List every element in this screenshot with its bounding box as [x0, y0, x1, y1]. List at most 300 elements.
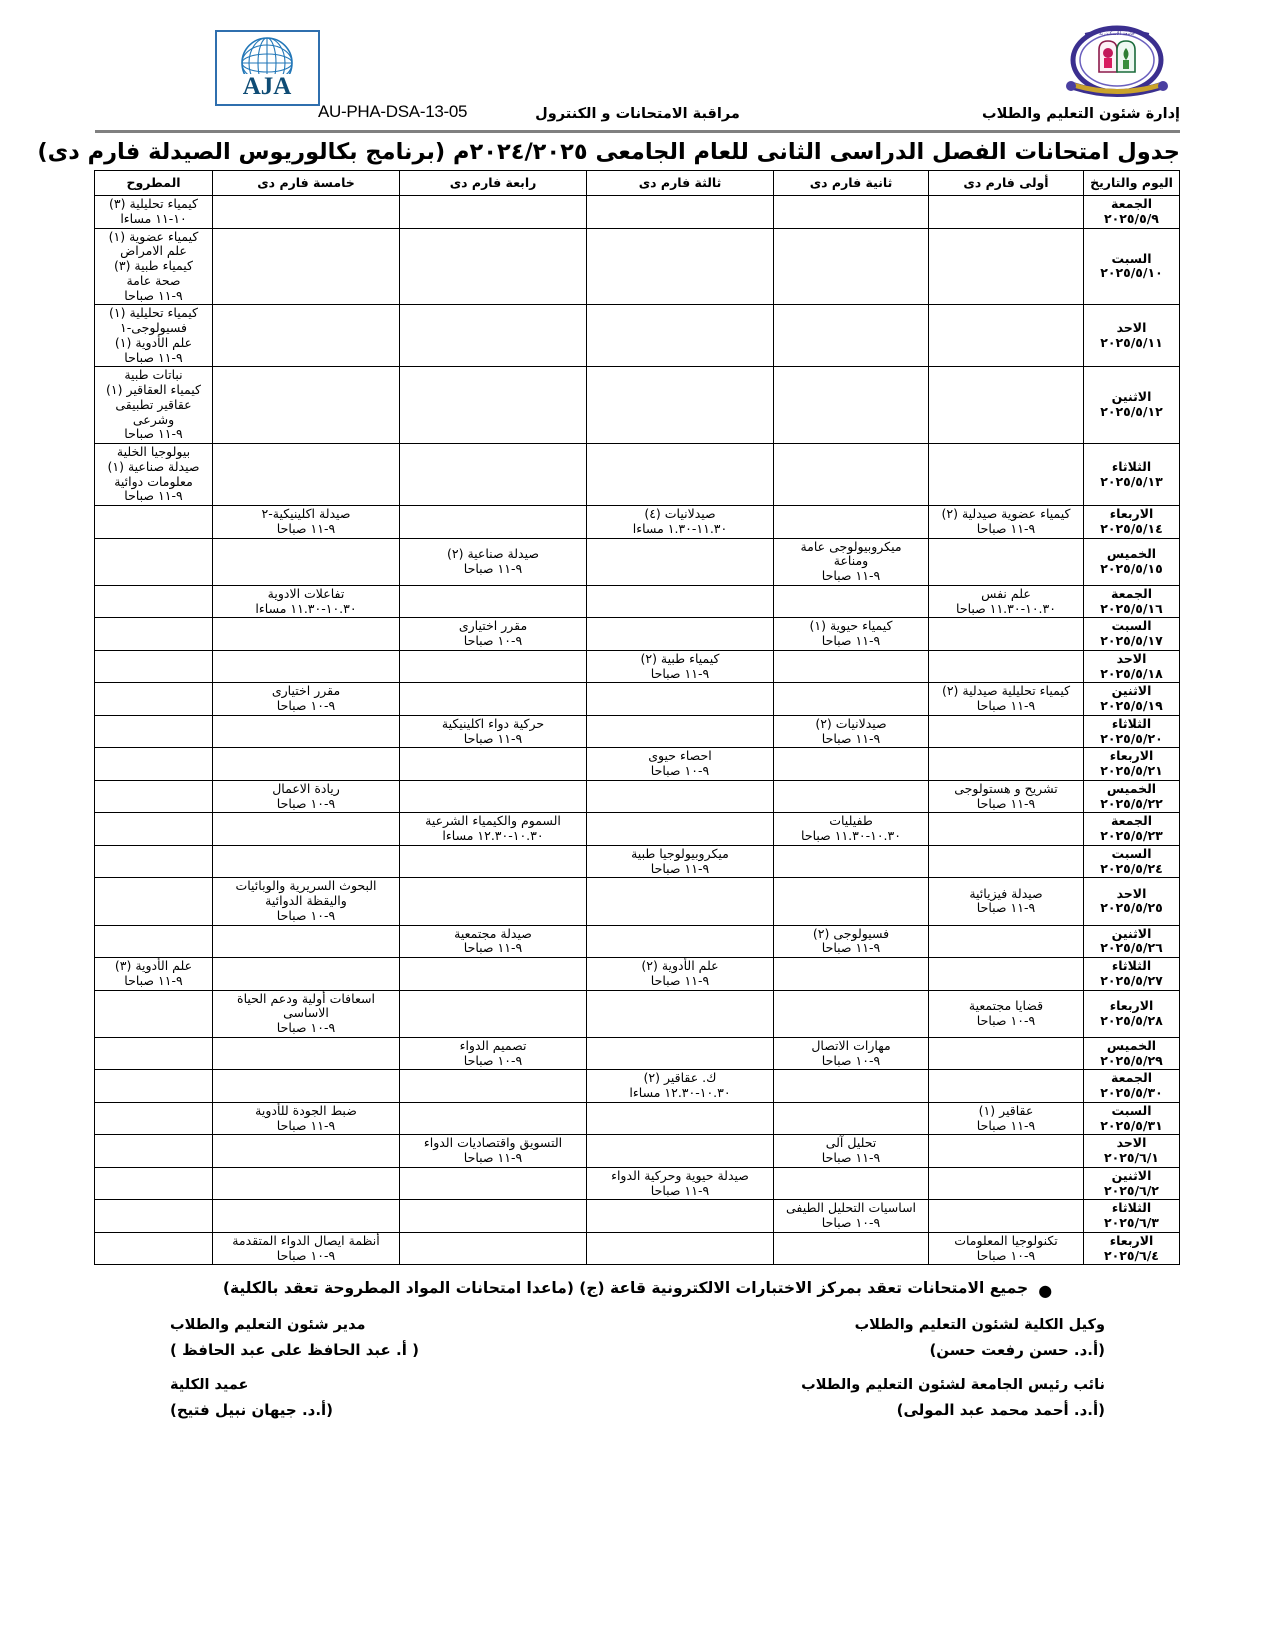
cell-year-2: [774, 1200, 929, 1233]
date-value: ٢٠٢٥/٥/٢٦: [1100, 940, 1163, 956]
cell-extra: [95, 715, 213, 748]
subject-name: مقرر اختيارى: [458, 618, 528, 634]
cell-extra: [95, 1200, 213, 1233]
cell-year-4: [400, 845, 587, 878]
table-row: [95, 618, 1180, 651]
column-header-year-5: خامسة فارم دى: [213, 171, 400, 196]
day-name: الاثنين: [1111, 925, 1152, 941]
subject-name: صيدلة مجتمعية: [454, 925, 532, 941]
subject-name: صيدلة اكلينيكية-٢: [261, 506, 351, 521]
table-row: [95, 585, 1180, 618]
date-value: ٢٠٢٥/٥/١٢: [1100, 404, 1163, 420]
cell-year-3: [587, 506, 774, 539]
table-row: [95, 683, 1180, 716]
exam-time: ٩-١١ صباحا: [650, 665, 710, 681]
cell-extra: [95, 650, 213, 683]
cell-year-1: [929, 618, 1084, 651]
footer-note-text: جميع الامتحانات تعقد بمركز الاختبارات الالكترونية قاعة (ج) (ماعدا امتحانات المواد المطروحة تعقد بالكلية): [222, 1279, 1029, 1298]
exam-time: ٩-١١ صباحا: [821, 730, 881, 746]
exam-time: ٩-١١ صباحا: [821, 633, 881, 648]
exam-time: ١٠.٣٠-١١.٣٠ مساءا: [255, 600, 357, 616]
cell-day-date: [1084, 538, 1180, 585]
table-row: [95, 958, 1180, 991]
exam-time: ٩-١١ صباحا: [124, 287, 183, 303]
exam-time: ٩-١٠ صباحا: [650, 763, 710, 778]
date-value: ٢٠٢٥/٥/٢٧: [1100, 972, 1163, 988]
cell-year-2: [774, 585, 929, 618]
table-row: [95, 715, 1180, 748]
cell-year-2: [774, 813, 929, 846]
subject-name: تصميم الدواء: [459, 1037, 527, 1053]
cell-year-2: [774, 1037, 929, 1070]
day-name: الخميس: [1106, 545, 1157, 561]
day-name: الاثنين: [1111, 683, 1152, 699]
cell-year-4: [400, 196, 587, 229]
day-name: الاثنين: [1111, 389, 1152, 405]
cell-year-5: [213, 715, 400, 748]
cell-extra: [95, 958, 213, 991]
cell-extra: [95, 367, 213, 444]
cell-day-date: [1084, 925, 1180, 958]
cell-year-2: [774, 444, 929, 506]
table-row: [95, 305, 1180, 367]
exam-time: ٩-١١ صباحا: [976, 900, 1036, 916]
table-row: [95, 1232, 1180, 1265]
exam-time: ١١.٣٠-١.٣٠ مساءا: [632, 520, 728, 536]
subject-name: ك. عقاقير (٢): [643, 1070, 717, 1086]
signature-titles-row-1: [95, 1317, 1180, 1333]
cell-year-1: [929, 585, 1084, 618]
table-row: [95, 925, 1180, 958]
cell-year-5: [213, 845, 400, 878]
cell-year-2: [774, 780, 929, 813]
cell-extra: [95, 444, 213, 506]
subject-name: صيدلة صناعية (١): [107, 458, 200, 474]
cell-year-5: [213, 506, 400, 539]
cell-year-4: [400, 1167, 587, 1200]
table-row: [95, 990, 1180, 1037]
cell-year-2: [774, 228, 929, 305]
column-header-year-4: رابعة فارم دى: [400, 171, 587, 196]
exam-time: ٩-١١ صباحا: [976, 698, 1036, 713]
table-row: [95, 538, 1180, 585]
document-code: AU-PHA-DSA-13-05: [318, 102, 468, 121]
cell-day-date: [1084, 1037, 1180, 1070]
cell-year-2: [774, 748, 929, 781]
day-name: الاحد: [1116, 1135, 1147, 1151]
cell-year-4: [400, 813, 587, 846]
day-name: الاربعاء: [1109, 1232, 1154, 1248]
day-name: السبت: [1111, 845, 1152, 861]
cell-year-2: [774, 305, 929, 367]
exam-time: ١٠.٣٠-١٢.٣٠ مساءا: [442, 828, 544, 843]
table-row: [95, 813, 1180, 846]
cell-year-2: [774, 990, 929, 1037]
subject-name: كيمياء تحليلية (٣): [109, 196, 198, 211]
bullet-icon: ●: [1038, 1281, 1053, 1301]
cell-day-date: [1084, 748, 1180, 781]
cell-year-2: [774, 538, 929, 585]
subject-name: اساسيات التحليل الطيفى: [785, 1200, 917, 1216]
cell-extra: [95, 305, 213, 367]
day-name: الثلاثاء: [1111, 958, 1152, 973]
subject-name: كيمياء تحليلية صيدلية (٢): [941, 683, 1071, 699]
svg-text:جامعة الاسكندرية: جامعة الاسكندرية: [1099, 31, 1135, 37]
cell-year-5: [213, 196, 400, 229]
cell-day-date: [1084, 1167, 1180, 1200]
table-row: [95, 780, 1180, 813]
subject-name: قضايا مجتمعية: [968, 997, 1044, 1013]
exam-time: ٩-١١ صباحا: [650, 1182, 710, 1198]
cell-year-1: [929, 780, 1084, 813]
cell-year-1: [929, 958, 1084, 991]
signature-title-vice-dean: وكيل الكلية لشئون التعليم والطلاب: [854, 1317, 1105, 1334]
day-name: الاحد: [1116, 885, 1147, 901]
cell-extra: [95, 228, 213, 305]
cell-year-1: [929, 715, 1084, 748]
date-value: ٢٠٢٥/٥/١٤: [1100, 520, 1163, 536]
cell-year-5: [213, 1037, 400, 1070]
table-row: [95, 196, 1180, 229]
date-value: ٢٠٢٥/٥/٢٣: [1100, 828, 1163, 843]
table-row: [95, 845, 1180, 878]
date-value: ٢٠٢٥/٦/٤: [1104, 1247, 1159, 1263]
subject-name: ريادة الاعمال: [272, 780, 340, 796]
cell-year-2: [774, 845, 929, 878]
cell-year-4: [400, 506, 587, 539]
cell-year-4: [400, 1232, 587, 1265]
subject-name: مهارات الاتصال: [811, 1037, 891, 1053]
cell-year-1: [929, 1232, 1084, 1265]
table-row: [95, 444, 1180, 506]
cell-year-1: [929, 878, 1084, 925]
cell-year-1: [929, 1200, 1084, 1233]
table-row: [95, 878, 1180, 925]
aja-logo: [215, 30, 320, 106]
cell-extra: [95, 1070, 213, 1103]
date-value: ٢٠٢٥/٥/٣١: [1100, 1117, 1163, 1133]
exam-time: ٩-١٠ صباحا: [276, 907, 336, 923]
subject-name: كيمياء عضوية (١): [108, 228, 199, 244]
exam-time: ٩-١٠ صباحا: [276, 698, 336, 713]
subject-name: واليقظة الدوائية: [265, 893, 347, 908]
column-header-date: اليوم والتاريخ: [1084, 171, 1180, 196]
cell-year-3: [587, 538, 774, 585]
exam-time: ٩-١٠ صباحا: [821, 1215, 881, 1230]
date-value: ٢٠٢٥/٥/٣٠: [1100, 1085, 1163, 1100]
subject-name: علم نفس: [981, 585, 1031, 601]
signature-name-dean: (أ.د. جيهان نبيل فتيح): [170, 1401, 334, 1420]
cell-year-4: [400, 958, 587, 991]
signature-titles-row-2: [95, 1377, 1180, 1393]
column-header-extra: المطروح: [95, 171, 213, 196]
day-name: الخميس: [1106, 1037, 1157, 1053]
cell-year-1: [929, 538, 1084, 585]
cell-day-date: [1084, 228, 1180, 305]
cell-year-3: [587, 1232, 774, 1265]
cell-extra: [95, 683, 213, 716]
date-value: ٢٠٢٥/٥/٩: [1104, 210, 1159, 226]
cell-year-1: [929, 845, 1084, 878]
cell-extra: [95, 780, 213, 813]
subject-name: صيدلانيات (٢): [815, 715, 887, 731]
subject-name: البحوث السريرية والوبائيات: [235, 878, 377, 894]
subject-name: الاساسى: [283, 1005, 329, 1021]
subject-name: ميكروبيولوجيا طبية: [631, 845, 729, 861]
table-row: [95, 1135, 1180, 1168]
cell-year-3: [587, 1167, 774, 1200]
subject-name: أنظمة ايصال الدواء المتقدمة: [232, 1232, 380, 1248]
education-affairs-label: إدارة شئون التعليم والطلاب: [982, 106, 1180, 122]
exam-time: ١٠.٣٠-١١.٣٠ صباحا: [956, 600, 1056, 616]
date-value: ٢٠٢٥/٥/٢٥: [1100, 900, 1163, 916]
date-value: ٢٠٢٥/٥/١٧: [1100, 633, 1163, 648]
cell-day-date: [1084, 1200, 1180, 1233]
date-value: ٢٠٢٥/٥/١١: [1100, 334, 1163, 350]
cell-day-date: [1084, 196, 1180, 229]
subject-name: تشريح و هستولوجى: [954, 780, 1058, 796]
cell-year-5: [213, 780, 400, 813]
cell-year-5: [213, 305, 400, 367]
cell-day-date: [1084, 305, 1180, 367]
date-value: ٢٠٢٥/٥/٢٩: [1100, 1052, 1163, 1068]
cell-extra: [95, 813, 213, 846]
subject-name: علم الأدوية (٢): [641, 958, 719, 973]
cell-year-4: [400, 748, 587, 781]
table-row: [95, 1070, 1180, 1103]
cell-year-5: [213, 444, 400, 506]
exam-time: ٩-١١ صباحا: [124, 426, 183, 442]
cell-extra: [95, 1135, 213, 1168]
table-row: [95, 228, 1180, 305]
cell-year-4: [400, 444, 587, 506]
exam-time: ٩-١٠ صباحا: [463, 1052, 523, 1068]
subject-name: السموم والكيمياء الشرعية: [425, 813, 561, 829]
exam-time: ٩-١١ صباحا: [650, 860, 710, 876]
cell-extra: [95, 1232, 213, 1265]
cell-extra: [95, 990, 213, 1037]
signatures-block: [95, 1317, 1180, 1419]
date-value: ٢٠٢٥/٦/١: [1104, 1150, 1159, 1165]
exam-time: ٩-١١ صباحا: [650, 972, 710, 988]
cell-day-date: [1084, 444, 1180, 506]
day-name: السبت: [1111, 250, 1152, 266]
cell-year-5: [213, 618, 400, 651]
cell-year-5: [213, 538, 400, 585]
cell-year-1: [929, 813, 1084, 846]
day-name: الاحد: [1116, 650, 1147, 666]
cell-year-3: [587, 958, 774, 991]
cell-extra: [95, 1037, 213, 1070]
date-value: ٢٠٢٥/٦/٣: [1104, 1215, 1159, 1230]
cell-extra: [95, 506, 213, 539]
cell-year-1: [929, 683, 1084, 716]
cell-day-date: [1084, 1102, 1180, 1135]
day-name: الثلاثاء: [1111, 1200, 1152, 1216]
signature-names-row-2: [95, 1401, 1180, 1419]
cell-year-5: [213, 1102, 400, 1135]
date-value: ٢٠٢٥/٥/١٠: [1100, 265, 1163, 281]
subject-name: بيولوجيا الخلية: [116, 444, 191, 459]
exam-time: ٩-١١ صباحا: [463, 1150, 523, 1165]
cell-year-3: [587, 748, 774, 781]
cell-year-5: [213, 748, 400, 781]
exam-time: ١٠.٣٠-١٢.٣٠ مساءا: [629, 1085, 731, 1100]
cell-year-1: [929, 1070, 1084, 1103]
exam-time: ٩-١٠ صباحا: [976, 1247, 1036, 1263]
cell-year-4: [400, 715, 587, 748]
day-name: الاربعاء: [1109, 748, 1154, 764]
subject-name: عقاقير (١): [978, 1102, 1034, 1118]
signature-title-dean: عميد الكلية: [170, 1377, 249, 1394]
cell-day-date: [1084, 618, 1180, 651]
cell-year-1: [929, 748, 1084, 781]
table-row: [95, 1102, 1180, 1135]
cell-year-3: [587, 1037, 774, 1070]
cell-year-1: [929, 650, 1084, 683]
cell-year-3: [587, 683, 774, 716]
exam-time: ٩-١١ صباحا: [124, 488, 183, 504]
header-divider: [95, 130, 1180, 133]
exam-schedule-table: [94, 170, 1180, 1265]
date-value: ٢٠٢٥/٦/٢: [1104, 1182, 1159, 1198]
subject-name: كيمياء تحليلية (١): [109, 305, 198, 321]
cell-year-3: [587, 196, 774, 229]
signature-title-affairs-director: مدير شئون التعليم والطلاب: [170, 1317, 366, 1334]
cell-year-1: [929, 1102, 1084, 1135]
cell-day-date: [1084, 1232, 1180, 1265]
exam-time: ٩-١١ صباحا: [276, 1117, 336, 1133]
cell-extra: [95, 748, 213, 781]
cell-year-4: [400, 1070, 587, 1103]
signature-names-row-1: [95, 1341, 1180, 1359]
cell-year-1: [929, 990, 1084, 1037]
column-header-year-1: أولى فارم دى: [929, 171, 1084, 196]
subject-name: كيمياء حيوية (١): [809, 618, 893, 634]
exam-time: ٩-١١ صباحا: [124, 972, 183, 988]
cell-extra: [95, 925, 213, 958]
day-name: الجمعة: [1110, 1070, 1152, 1086]
cell-year-3: [587, 618, 774, 651]
cell-year-3: [587, 715, 774, 748]
cell-year-2: [774, 683, 929, 716]
cell-year-4: [400, 367, 587, 444]
cell-extra: [95, 1102, 213, 1135]
cell-year-1: [929, 1135, 1084, 1168]
cell-day-date: [1084, 813, 1180, 846]
cell-year-4: [400, 990, 587, 1037]
cell-year-2: [774, 618, 929, 651]
cell-year-1: [929, 1167, 1084, 1200]
exam-time: ٩-١١ صباحا: [276, 520, 336, 536]
subject-name: التسويق واقتصاديات الدواء: [423, 1135, 563, 1151]
cell-day-date: [1084, 878, 1180, 925]
cell-year-3: [587, 367, 774, 444]
cell-year-2: [774, 715, 929, 748]
cell-year-4: [400, 683, 587, 716]
cell-year-4: [400, 538, 587, 585]
cell-day-date: [1084, 958, 1180, 991]
cell-extra: [95, 845, 213, 878]
cell-year-1: [929, 228, 1084, 305]
cell-year-3: [587, 585, 774, 618]
cell-year-2: [774, 367, 929, 444]
cell-year-3: [587, 444, 774, 506]
cell-year-5: [213, 1167, 400, 1200]
cell-year-2: [774, 1135, 929, 1168]
cell-extra: [95, 878, 213, 925]
subject-name: تحليل آلى: [825, 1135, 877, 1151]
cell-year-2: [774, 1167, 929, 1200]
footer-note: [95, 1279, 1180, 1299]
cell-year-4: [400, 650, 587, 683]
day-name: الاربعاء: [1109, 506, 1154, 521]
table-row: [95, 1200, 1180, 1233]
subject-name: ضبط الجودة للأدوية: [255, 1102, 357, 1118]
cell-year-5: [213, 367, 400, 444]
cell-year-3: [587, 845, 774, 878]
day-name: الاثنين: [1111, 1167, 1152, 1183]
subject-name: ومناعة: [833, 553, 869, 569]
subject-name: علم الأدوية (٣): [114, 958, 193, 973]
cell-day-date: [1084, 780, 1180, 813]
subject-name: نباتات طبية: [124, 367, 183, 383]
cell-year-3: [587, 780, 774, 813]
cell-year-5: [213, 878, 400, 925]
cell-year-1: [929, 925, 1084, 958]
exam-time: ٩-١٠ صباحا: [276, 1247, 336, 1263]
cell-year-1: [929, 305, 1084, 367]
table-row: [95, 1167, 1180, 1200]
exam-time: ١٠.٣٠-١١.٣٠ صباحا: [801, 828, 901, 843]
table-row: [95, 1037, 1180, 1070]
exam-time: ٩-١١ صباحا: [976, 795, 1036, 811]
subject-name: ميكروبيولوجى عامة: [800, 538, 902, 554]
cell-year-4: [400, 305, 587, 367]
cell-year-3: [587, 990, 774, 1037]
date-value: ٢٠٢٥/٥/٢٢: [1100, 795, 1163, 811]
column-header-year-3: ثالثة فارم دى: [587, 171, 774, 196]
cell-year-5: [213, 813, 400, 846]
subject-name: فسيولوجى-١: [120, 320, 187, 335]
exam-time: ٩-١١ صباحا: [821, 568, 881, 583]
cell-year-2: [774, 878, 929, 925]
cell-year-3: [587, 925, 774, 958]
exam-time: ٩-١١ صباحا: [976, 520, 1036, 536]
subject-name: صيدلة صناعية (٢): [446, 545, 540, 561]
cell-year-3: [587, 878, 774, 925]
cell-year-5: [213, 958, 400, 991]
cell-year-1: [929, 1037, 1084, 1070]
cell-year-5: [213, 925, 400, 958]
cell-extra: [95, 196, 213, 229]
subject-name: اسعافات أولية ودعم الحياة: [237, 990, 375, 1006]
cell-year-3: [587, 1200, 774, 1233]
subject-name: فسيولوجى (٢): [812, 925, 890, 941]
date-value: ٢٠٢٥/٥/١٦: [1100, 600, 1163, 616]
cell-day-date: [1084, 1135, 1180, 1168]
subject-name: كيمياء طبية (٣): [113, 258, 194, 273]
table-row: [95, 650, 1180, 683]
table-row: [95, 506, 1180, 539]
cell-year-5: [213, 990, 400, 1037]
date-value: ٢٠٢٥/٥/٢٠: [1100, 730, 1163, 746]
date-value: ٢٠٢٥/٥/١٩: [1100, 698, 1163, 713]
cell-year-2: [774, 650, 929, 683]
cell-year-5: [213, 683, 400, 716]
cell-year-5: [213, 1200, 400, 1233]
exam-time: ١٠-١١ مساءا: [120, 210, 187, 226]
